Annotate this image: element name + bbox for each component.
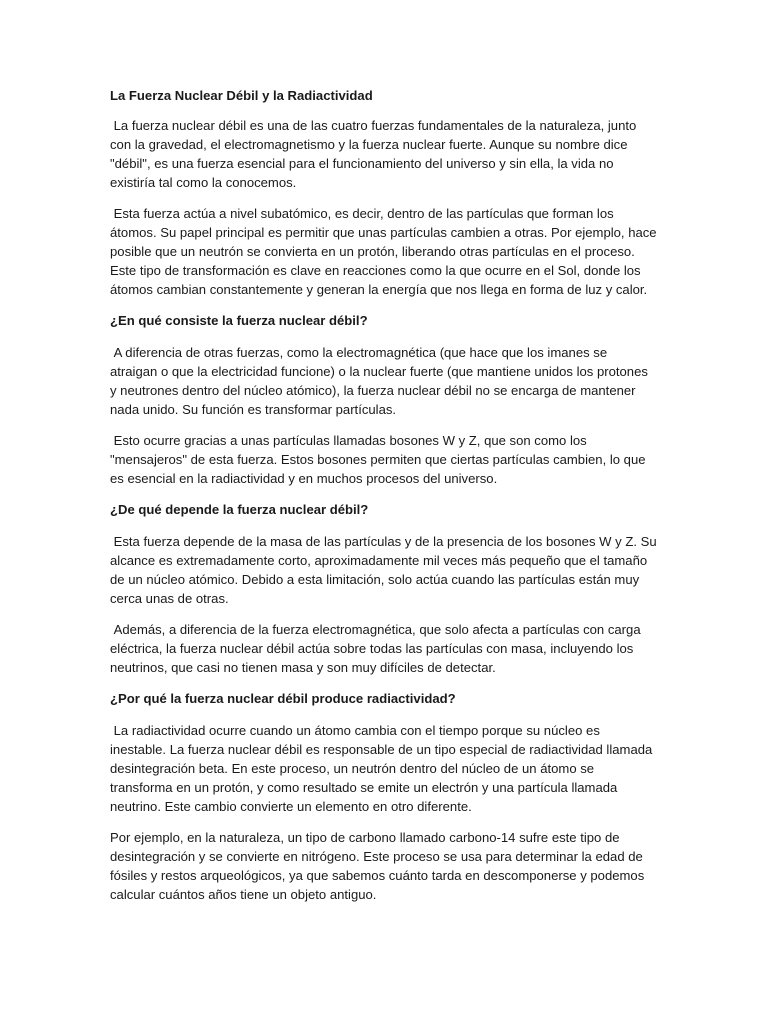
intro-paragraph: Esta fuerza actúa a nivel subatómico, es decir, dentro de las partículas que forman los átomos. Su papel principal es permitir que unas partículas cambien a otras. Por ejemplo, hace posible que un neutrón se convierta en un protón, liberando otras partículas en el proceso. Este tipo de transformación es clave en reacciones como la que ocurre en el Sol, donde los átomos cambian constantemente y generan la energía que nos llega en forma de luz y calor. [110, 206, 661, 297]
section-paragraph: Por ejemplo, en la naturaleza, un tipo de carbono llamado carbono-14 sufre este tipo de desintegración y se convierte en nitrógeno. Este proceso se usa para determinar la edad de fósiles y restos arqueológicos, ya que sabemos cuánto tarda en descomponerse y podemos calcular cuántos años tiene un objeto antiguo. [110, 830, 648, 902]
section-paragraph: Esta fuerza depende de la masa de las partículas y de la presencia de los bosones W y Z. Su alcance es extremadamente corto, aproximadamente mil veces más pequeño que el tamaño de un núcleo atómico. Debido a esta limitación, solo actúa cuando las partículas están muy cerca unas de otras. [110, 534, 661, 606]
document-title: La Fuerza Nuclear Débil y la Radiactividad [110, 88, 373, 103]
section-heading: ¿De qué depende la fuerza nuclear débil? [110, 502, 369, 517]
intro-paragraph: La fuerza nuclear débil es una de las cuatro fuerzas fundamentales de la naturaleza, junto con la gravedad, el electromagnetismo y la fuerza nuclear fuerte. Aunque su nombre dice "débil", es una fuerza esencial para el funcionamiento del universo y sin ella, la vida no existiría tal como la conocemos. [110, 118, 640, 190]
section-paragraph: La radiactividad ocurre cuando un átomo cambia con el tiempo porque su núcleo es inestable. La fuerza nuclear débil es responsable de un tipo especial de radiactividad llamada desintegración beta. En este proceso, un neutrón dentro del núcleo de un átomo se transforma en un protón, y como resultado se emite un electrón y una partícula llamada neutrino. Este cambio convierte un elemento en otro diferente. [110, 723, 656, 814]
section-paragraph: Esto ocurre gracias a unas partículas llamadas bosones W y Z, que son como los "mensajeros" de esta fuerza. Estos bosones permiten que ciertas partículas cambien, lo que es esencial en la radiactividad y en muchos procesos del universo. [110, 433, 650, 486]
document-body [110, 86, 661, 916]
section-heading: ¿En qué consiste la fuerza nuclear débil? [110, 313, 368, 328]
section-paragraph: A diferencia de otras fuerzas, como la electromagnética (que hace que los imanes se atraigan o que la electricidad funcione) o la nuclear fuerte (que mantiene unidos los protones y neutrones dentro del núcleo atómico), la fuerza nuclear débil no se encarga de mantener nada unido. Su función es transformar partículas. [110, 345, 652, 417]
section-heading: ¿Por qué la fuerza nuclear débil produce radiactividad? [110, 691, 456, 706]
section-paragraph: Además, a diferencia de la fuerza electromagnética, que solo afecta a partículas con carga eléctrica, la fuerza nuclear débil actúa sobre todas las partículas con masa, incluyendo los neutrinos, que casi no tienen masa y son muy difíciles de detectar. [110, 622, 645, 675]
